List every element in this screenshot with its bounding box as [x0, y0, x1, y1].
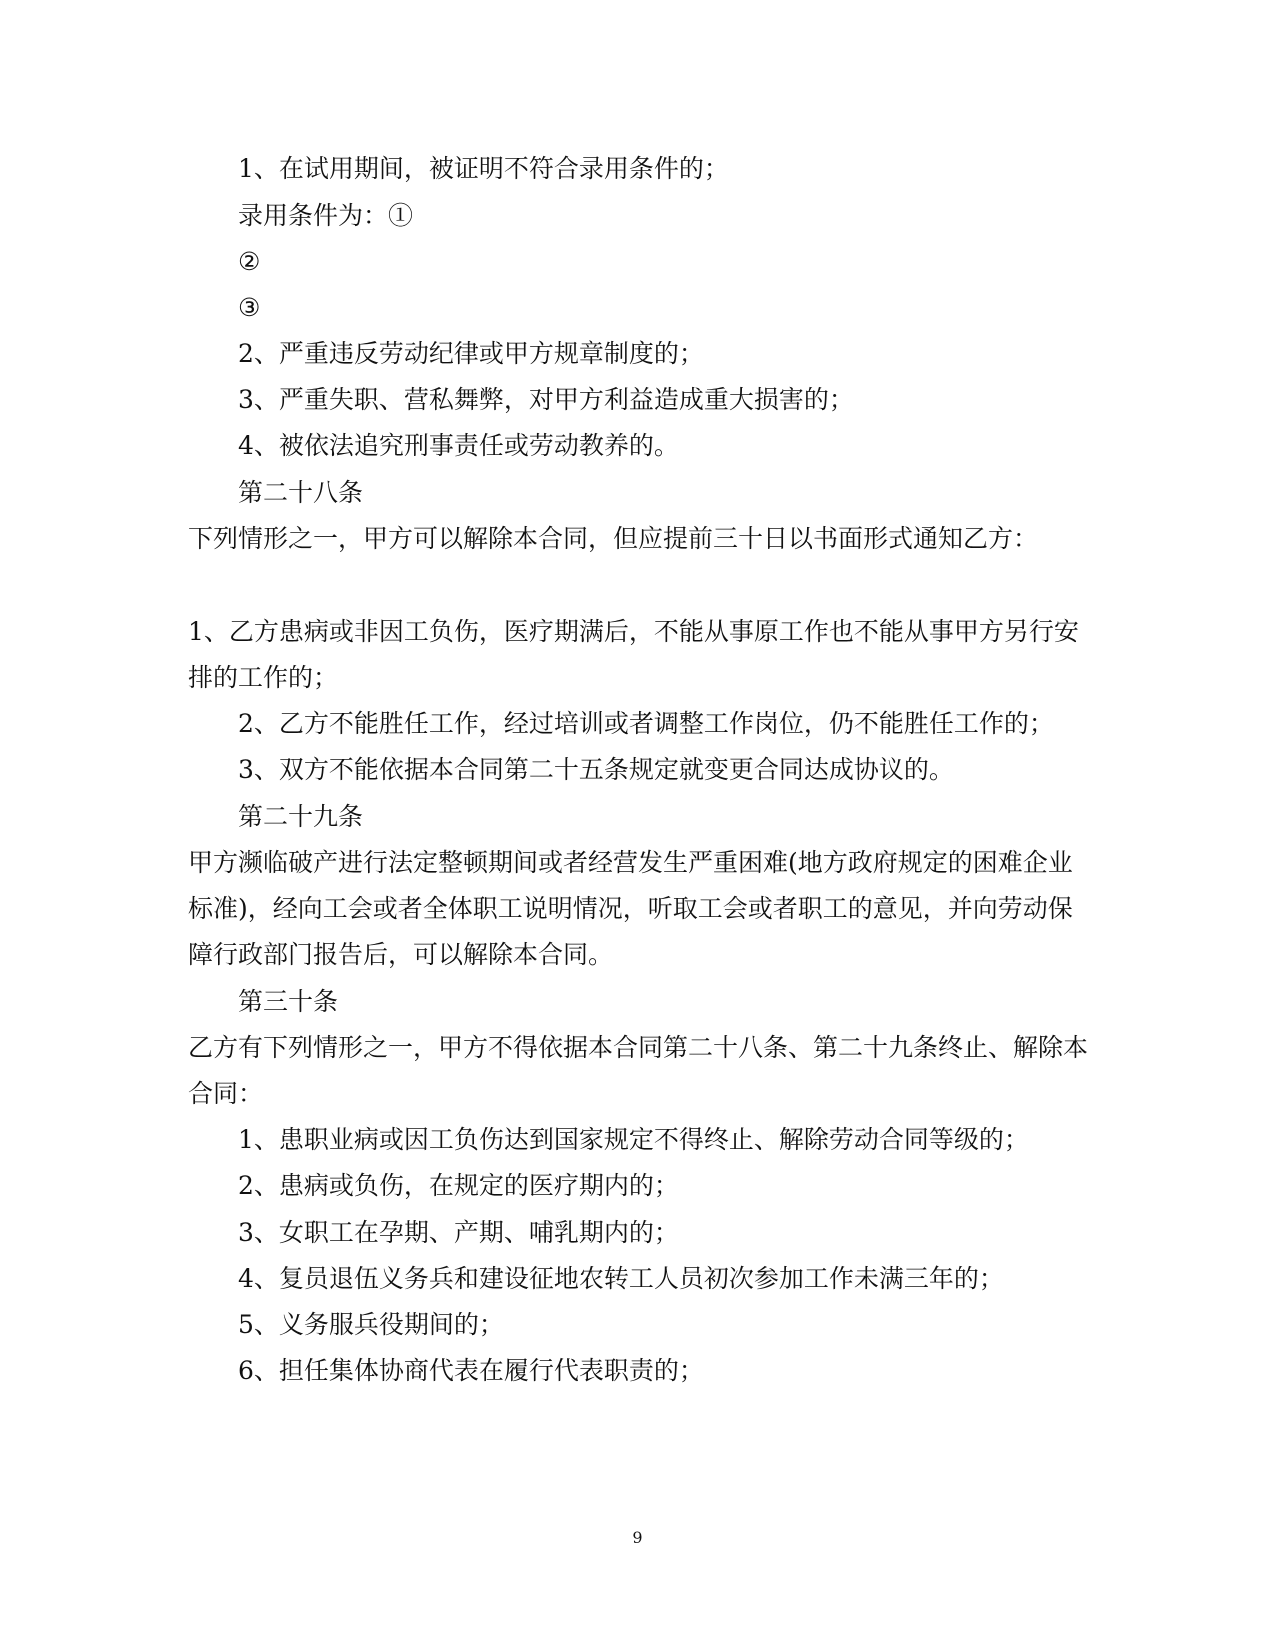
article-28-item-2: 2、乙方不能胜任工作，经过培训或者调整工作岗位，仍不能胜任工作的；	[238, 709, 1054, 738]
page-number: 9	[632, 1528, 643, 1547]
article-29-line-2: 标准)，经向工会或者全体职工说明情况，听取工会或者职工的意见，并向劳动保	[188, 894, 1073, 923]
clause-27-item-3: 3、严重失职、营私舞弊，对甲方利益造成重大损害的；	[238, 385, 854, 414]
article-29-line-3: 障行政部门报告后，可以解除本合同。	[188, 940, 614, 969]
article-28-heading: 第二十八条	[238, 478, 364, 507]
article-30-item-6: 6、担任集体协商代表在履行代表职责的；	[238, 1356, 704, 1385]
article-29-heading: 第二十九条	[238, 802, 364, 831]
hiring-condition-2: ②	[238, 247, 261, 276]
article-30-intro: 乙方有下列情形之一，甲方不得依据本合同第二十八条、第二十九条终止、解除本	[188, 1033, 1089, 1062]
article-28-item-1: 1、乙方患病或非因工负伤，医疗期满后，不能从事原工作也不能从事甲方另行安	[188, 617, 1079, 646]
hiring-condition-3: ③	[238, 293, 261, 322]
article-30-item-1: 1、患职业病或因工负伤达到国家规定不得终止、解除劳动合同等级的；	[238, 1125, 1029, 1154]
clause-27-item-2: 2、严重违反劳动纪律或甲方规章制度的；	[238, 339, 704, 368]
article-30-heading: 第三十条	[238, 987, 339, 1016]
article-30-item-2: 2、患病或负伤，在规定的医疗期内的；	[238, 1171, 679, 1200]
article-30-intro-continued: 合同：	[188, 1079, 264, 1108]
clause-27-item-1: 1、在试用期间，被证明不符合录用条件的；	[238, 154, 729, 183]
article-28-intro: 下列情形之一，甲方可以解除本合同，但应提前三十日以书面形式通知乙方：	[188, 524, 1039, 553]
article-29-line-1: 甲方濒临破产进行法定整顿期间或者经营发生严重困难(地方政府规定的困难企业	[188, 848, 1073, 877]
clause-27-item-4: 4、被依法追究刑事责任或劳动教养的。	[238, 431, 679, 460]
article-28-item-3: 3、双方不能依据本合同第二十五条规定就变更合同达成协议的。	[238, 755, 954, 784]
article-30-item-4: 4、复员退伍义务兵和建设征地农转工人员初次参加工作未满三年的；	[238, 1264, 1004, 1293]
article-28-item-1-continued: 排的工作的；	[188, 663, 339, 692]
article-30-item-5: 5、义务服兵役期间的；	[238, 1310, 504, 1339]
article-30-item-3: 3、女职工在孕期、产期、哺乳期内的；	[238, 1218, 679, 1247]
hiring-conditions-label: 录用条件为：①	[238, 201, 414, 230]
